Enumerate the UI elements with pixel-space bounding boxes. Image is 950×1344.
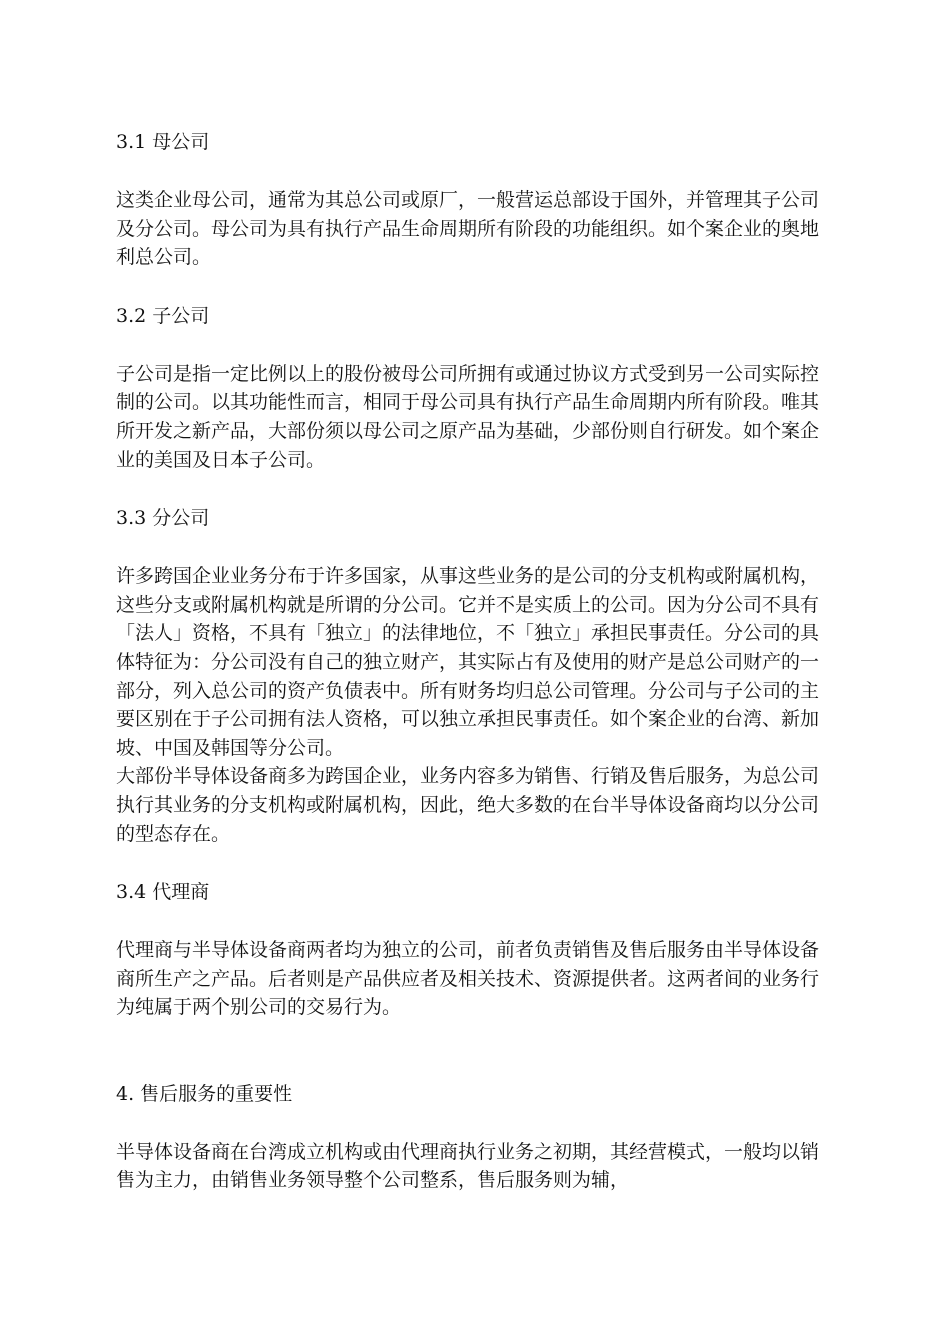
section-heading: 3.4 代理商 (116, 881, 210, 904)
section-3-1 (116, 128, 836, 302)
section-paragraph: 许多跨国企业业务分布于许多国家，从事这些业务的是公司的分支机构或附属机构，这些分支或附属机构就是所谓的分公司。它并不是实质上的公司。因为分公司不具有「法人」资格，不具有「独立」的法律地位，不「独立」承担民事责任。分公司的具体特征为：分公司没有自己的独立财产，其实际占有及使用的财产是总公司财产的一部分，列入总公司的资产负债表中。所有财务均归总公司管理。分公司与子公司的主要区别在于子公司拥有法人资格，可以独立承担民事责任。如个案企业的台湾、新加坡、中国及韩国等分公司。 (116, 565, 820, 759)
section-3-3 (116, 504, 836, 878)
section-3-4 (116, 878, 836, 1080)
document-page (116, 128, 836, 1195)
section-4 (116, 1080, 836, 1195)
section-heading: 3.1 母公司 (116, 131, 210, 153)
section-paragraph: 半导体设备商在台湾成立机构或由代理商执行业务之初期，其经营模式，一般均以销售为主力，由销售业务领导整个公司整系，售后服务则为辅， (116, 1140, 820, 1192)
section-heading: 4. 售后服务的重要性 (116, 1082, 293, 1105)
section-heading: 3.3 分公司 (116, 507, 210, 530)
section-paragraph: 子公司是指一定比例以上的股份被母公司所拥有或通过协议方式受到另一公司实际控制的公司。以其功能性而言，相同于母公司具有执行产品生命周期内所有阶段。唯其所开发之新产品，大部份须以母公司之原产品为基础，少部份则自行研发。如个案企业的美国及日本子公司。 (116, 362, 820, 471)
section-paragraph: 这类企业母公司，通常为其总公司或原厂，一般营运总部设于国外，并管理其子公司及分公司。母公司为具有执行产品生命周期所有阶段的功能组织。如个案企业的奥地利总公司。 (116, 189, 820, 269)
section-3-2 (116, 302, 836, 504)
section-heading: 3.2 子公司 (116, 304, 210, 327)
section-paragraph: 代理商与半导体设备商两者均为独立的公司，前者负责销售及售后服务由半导体设备商所生产之产品。后者则是产品供应者及相关技术、资源提供者。这两者间的业务行为纯属于两个别公司的交易行为。 (116, 939, 820, 1019)
section-paragraph: 大部份半导体设备商多为跨国企业，业务内容多为销售、行销及售后服务，为总公司执行其业务的分支机构或附属机构，因此，绝大多数的在台半导体设备商均以分公司的型态存在。 (116, 765, 820, 845)
